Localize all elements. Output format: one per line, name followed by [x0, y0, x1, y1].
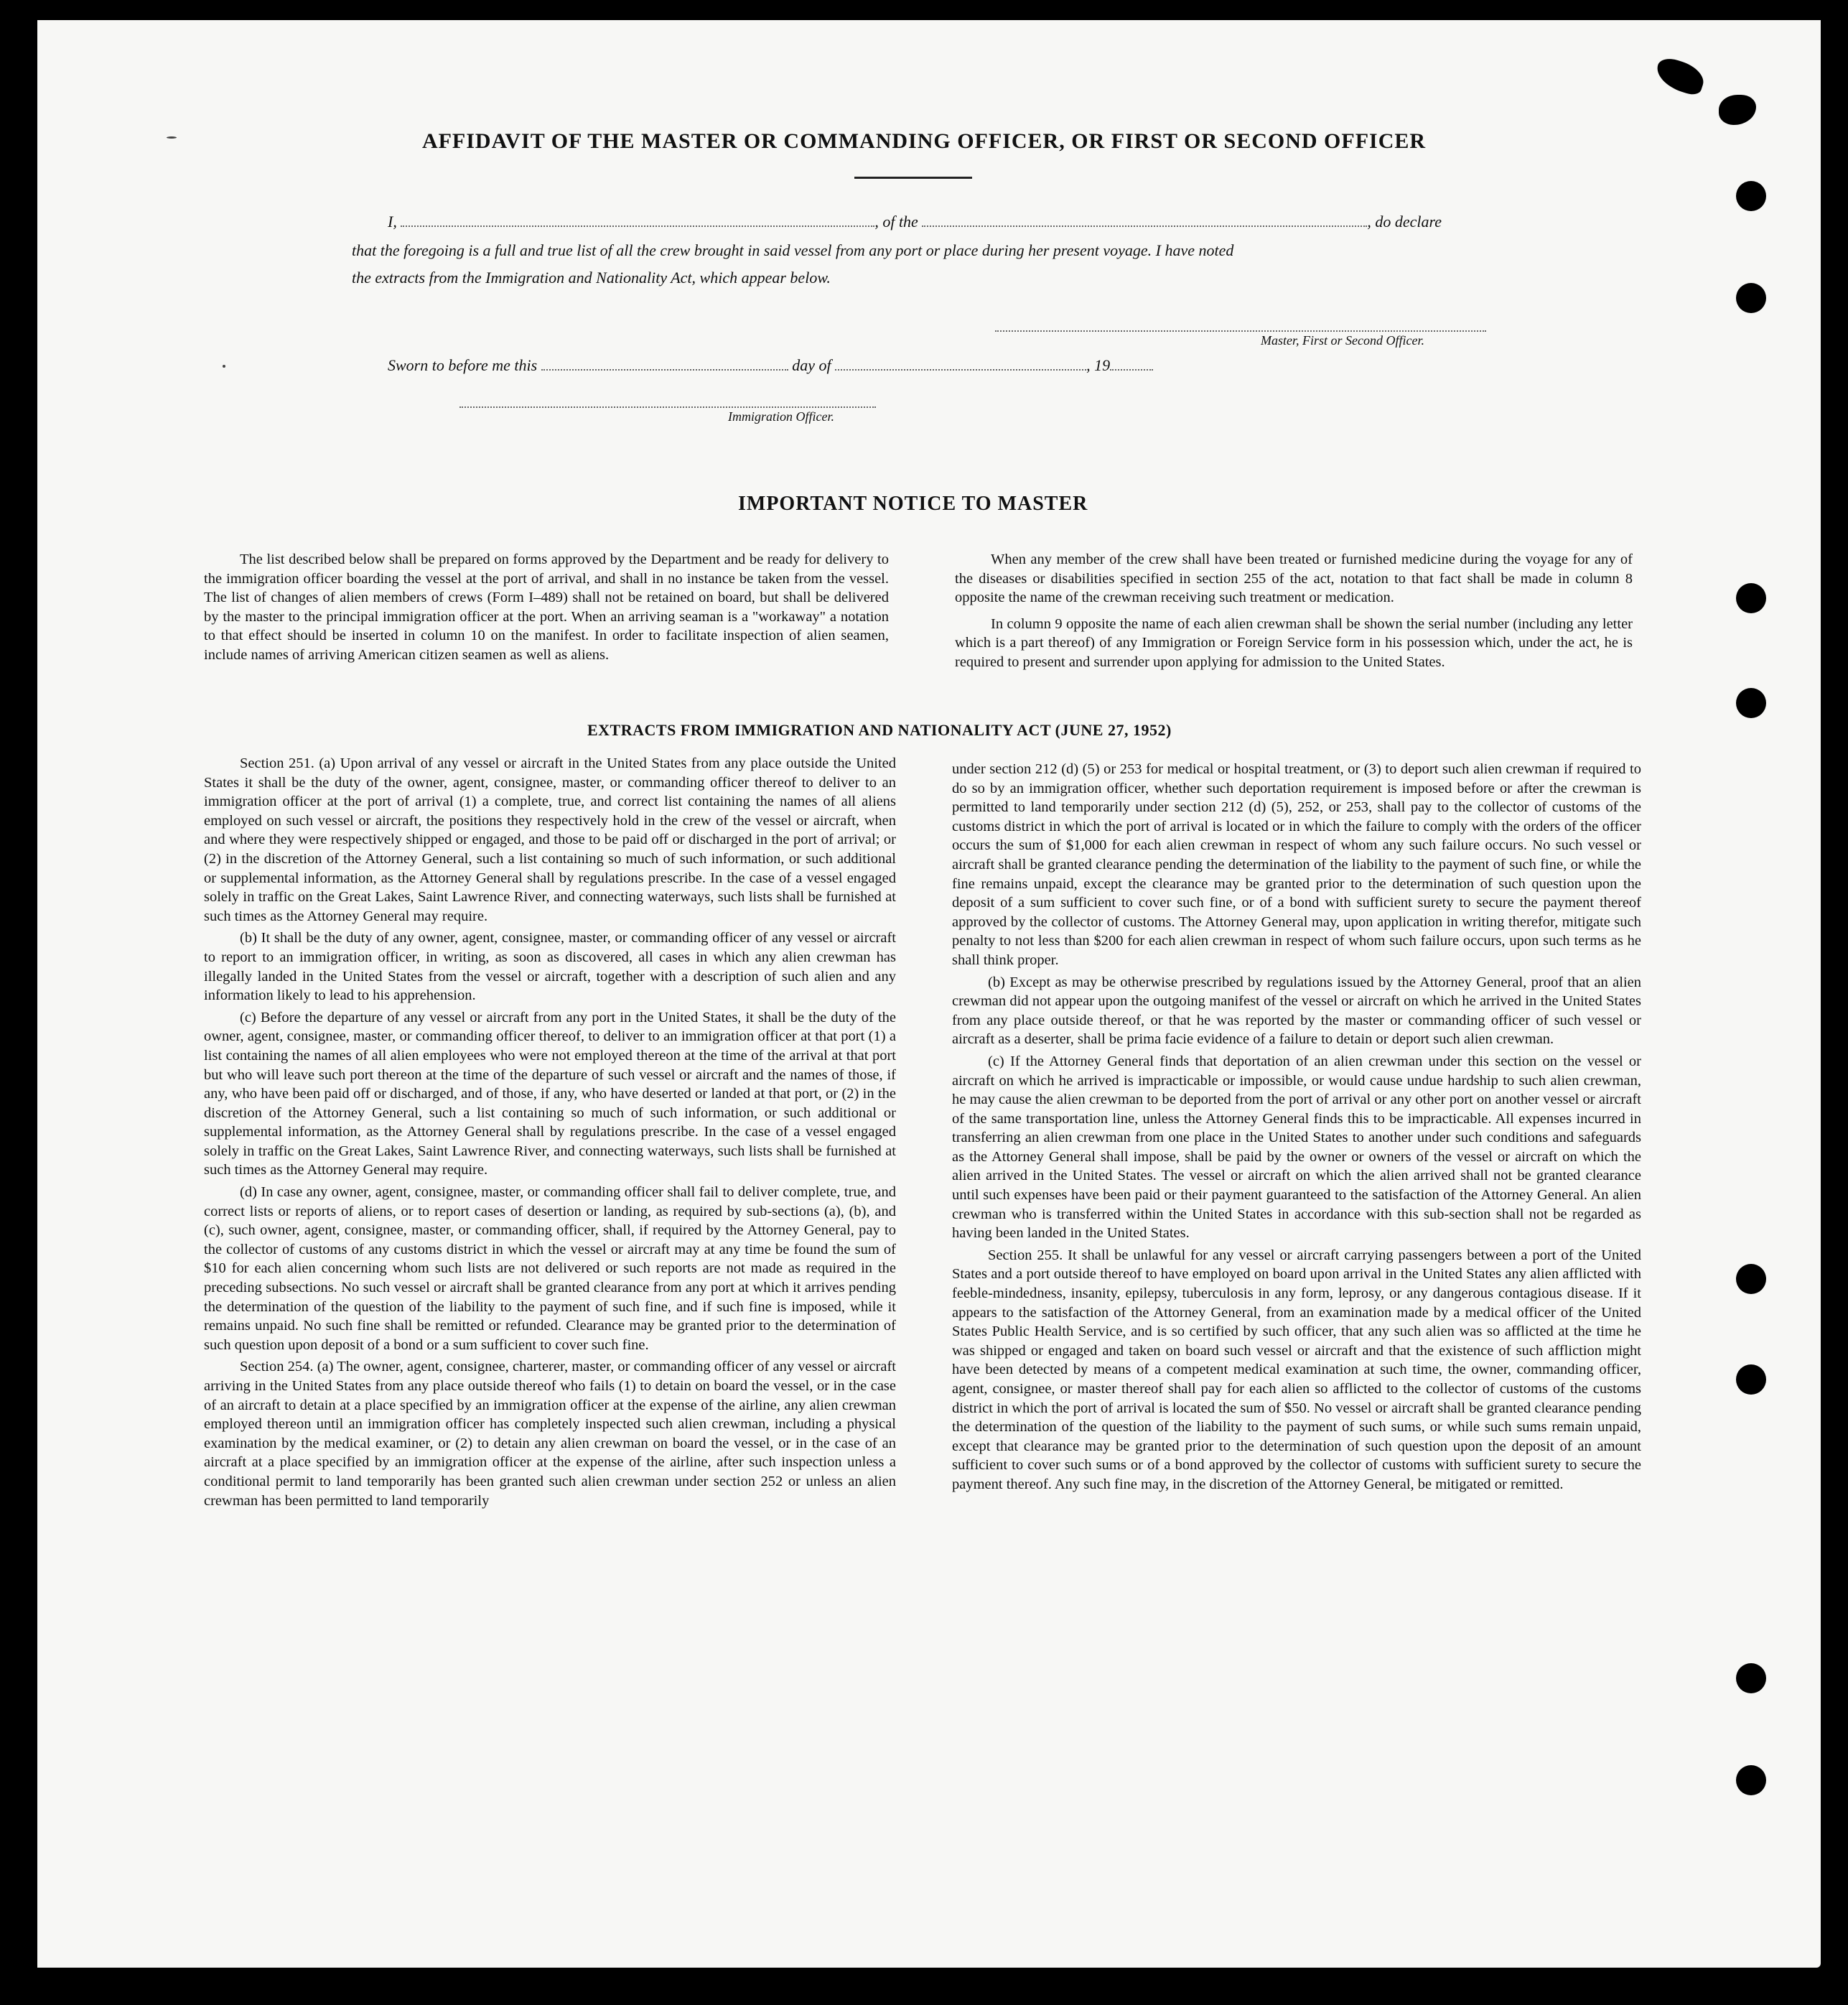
section-251-c: (c) Before the departure of any vessel or aircraft from any port in the United States, it shall be the duty of the owner, agent, consignee, master, or commanding officer thereof, to deliver to an immigration officer at that port (1) a list containing the names of all alien employees who were not employed thereon at the time of the arrival at that port but who will leave such port thereon at the time of the departure of such vessel or aircraft and the names of those, if any, who have been paid off or discharged, and of those, if any, who have deserted or landed at that port, or (2) in the discretion of the Attorney General, such a list containing so much of such information, or such additional or supplemental information, as the Attorney General shall by regulations prescribe. In the case of a vessel engaged solely in traffic on the Great Lakes, Saint Lawrence River, and connecting waterways, such lists shall be furnished at such times as the Attorney General may require. — [204, 1009, 896, 1178]
immigration-officer-label: Immigration Officer. — [728, 409, 834, 424]
punch-hole — [1736, 181, 1766, 211]
master-signature-label: Master, First or Second Officer. — [1261, 333, 1424, 348]
sworn-year-field[interactable] — [1110, 366, 1153, 371]
section-251-a: Section 251. (a) Upon arrival of any vessel or aircraft in the United States from any place outside the United States it shall be the duty of the owner, agent, consignee, master, or commanding officer thereof to deliver to an immigration officer at the port of arrival (1) a complete, true, and correct list containing the names of all aliens employed on such vessel or aircraft, the positions they respectively hold in the crew of the vessel or aircraft, when and where they were respectively shipped or engaged, and those to be paid off or discharged in the port of arrival; or (2) in the discretion of the Attorney General, such a list containing so much of such information, or such additional or supplemental information, as the Attorney General shall by regulations prescribe. In the case of a vessel engaged solely in traffic on the Great Lakes, Saint Lawrence River, and connecting waterways, such lists shall be furnished at such times as the Attorney General may require. — [204, 755, 896, 924]
punch-hole — [1736, 1663, 1766, 1693]
year-label: , 19 — [1086, 356, 1111, 374]
declaration-line — [388, 213, 1442, 231]
punch-hole — [1736, 688, 1766, 718]
punch-hole — [1736, 1765, 1766, 1795]
section-254-b: (b) Except as may be otherwise prescribed by regulations issued by the Attorney General, proof that an alien crewman did not appear upon the outgoing manifest of the vessel or aircraft on which he arrived in the United States from any place outside thereof, or that he was reported by the master or commanding officer of such vessel or aircraft as a deserter, shall be prima facie evidence of a failure to detain or deport such alien crewman. — [952, 974, 1641, 1048]
section-251-d: (d) In case any owner, agent, consignee, master, or commanding officer shall fail to deliver complete, true, and correct lists or reports of aliens, or to report cases of desertion or landing, as required by sub-sections (a), (b), and (c), such owner, agent, consignee, master, or commanding officer, shall, if required by the Attorney General, pay to the collector of customs of any customs district in which the vessel or aircraft may at any time be found the sum of $10 for each alien concerning whom such lists are not delivered or such reports are not made as required in the preceding subsections. No such vessel or aircraft shall be granted clearance from any port at which it arrives pending the determination of the question of the liability to the payment of such fine, and if such fine is imposed, while it remains unpaid. No such fine shall be remitted or refunded. Clearance may be granted prior to the determination of such question upon deposit of a bond or a sum sufficient to cover such fine. — [204, 1184, 896, 1353]
notice-right-paragraph-2: In column 9 opposite the name of each alien crewman shall be shown the serial number (including any letter which is a part thereof) of any Immigration or Foreign Service form in his possession which, under the act, he is required to present and surrender upon applying for admission to the United States. — [955, 615, 1633, 670]
do-declare-label: , do declare — [1367, 213, 1442, 231]
statement-line-2: the extracts from the Immigration and Nationality Act, which appear below. — [352, 269, 831, 287]
sworn-day-field[interactable] — [541, 366, 788, 371]
section-254-a-continued: under section 212 (d) (5) or 253 for medical or hospital treatment, or (3) to deport such alien crewman if required to do so by an immigration officer, whether such deportation requirement is imposed before or after the crewman is permitted to land temporarily under section 212 (d) (5), 252, or 253, shall pay to the collector of customs of the customs district in which the port of arrival is located or in which the failure to comply with the orders of the officer occurs the sum of $1,000 for each alien crewman in respect of whom any such failure occurs. No such vessel or aircraft shall be granted clearance pending the determination of the liability to the payment of such fine, or while the fine remains unpaid, except the clearance may be granted prior to the determination of such question upon the deposit of a sum sufficient to cover such fine, or of a bond with sufficient surety to secure the payment thereof approved by the collector of customs. The Attorney General may, upon application in writing therefor, mitigate such penalty to not less than $200 for each alien crewman in respect of whom such failure occurs, upon such terms as he shall think proper. — [952, 761, 1641, 968]
speck — [223, 365, 225, 368]
statement-line-1: that the foregoing is a full and true list of all the crew brought in said vessel from any port or place during her present voyage. I have noted — [352, 241, 1234, 259]
master-signature-line[interactable] — [995, 330, 1486, 332]
punch-hole — [1736, 1364, 1766, 1395]
extracts-right-column — [952, 760, 1641, 1497]
extracts-heading: EXTRACTS FROM IMMIGRATION AND NATIONALITY ACT (JUNE 27, 1952) — [587, 721, 1172, 739]
vessel-field[interactable] — [922, 223, 1367, 227]
notice-left-column — [204, 550, 889, 668]
title-underline — [854, 177, 972, 179]
immigration-officer-signature-line[interactable] — [459, 406, 876, 408]
name-field[interactable] — [401, 223, 874, 227]
of-the-label: , of the — [874, 213, 918, 231]
i-label: I, — [388, 213, 397, 231]
punch-hole — [1736, 1264, 1766, 1294]
notice-right-column — [955, 550, 1633, 675]
sworn-label: Sworn to before me this — [388, 356, 538, 374]
section-254-a: Section 254. (a) The owner, agent, consignee, charterer, master, or commanding officer of any vessel or aircraft arriving in the United States from any place outside thereof who fails (1) to detain on board the vessel, or in the case of an aircraft to detain at a place specified by an immigration officer at the expense of the airline, any alien crewman employed thereon until an immigration officer has completely inspected such alien crewman, including a physical examination by the medical examiner, or (2) to detain any alien crewman on board the vessel, or in the case of an aircraft at a place specified by an immigration officer at the expense of the airline, after such inspection unless a conditional permit to land temporarily has been granted such alien crewman under section 252 or unless an alien crewman has been permitted to land temporarily — [204, 1359, 896, 1509]
notice-heading: IMPORTANT NOTICE TO MASTER — [738, 493, 1088, 515]
section-255: Section 255. It shall be unlawful for any vessel or aircraft carrying passengers between a port of the United States and a port outside thereof to have employed on board upon arrival in the United States any alien afflicted with feeble-mindedness, insanity, epilepsy, tuberculosis in any form, leprosy, or any dangerous contagious disease. If it appears to the satisfaction of the Attorney General, from an examination made by a medical officer of the United States Public Health Service, and is so certified by such officer, that any such alien was so afflicted at the time he was shipped or engaged and taken on board such vessel or aircraft and that the existence of such affliction might have been detected by means of a competent medical examination at such time, the owner, commanding officer, agent, consignee, or master thereof shall pay for each alien so afflicted to the collector of customs of the customs district in which the port of arrival is located the sum of $50. No vessel or aircraft shall be granted clearance pending the determination of the question of the liability to the payment of such sums, or while such sums remain unpaid, except that clearance may be granted prior to the determination of such question upon the deposit of an amount sufficient to cover such sums or of a bond approved by the collector of customs with sufficient surety to secure the payment thereof. Any such fine may, in the discretion of the Attorney General, be mitigated or remitted. — [952, 1247, 1641, 1492]
punch-hole — [1736, 583, 1766, 613]
notice-left-paragraph: The list described below shall be prepared on forms approved by the Department and be ready for delivery to the immigration officer boarding the vessel at the port of arrival, and shall in no instance be taken from the vessel. The list of changes of alien members of crews (Form I–489) shall not be retained on board, but shall be delivered by the master to the principal immigration officer at the port. When an arriving seaman is a "workaway" a notation to that effect should be inserted in column 10 on the manifest. In order to facilitate inspection of alien seamen, include names of arriving American citizen seamen as well as aliens. — [204, 552, 889, 663]
sworn-month-field[interactable] — [835, 366, 1086, 371]
punch-hole — [1736, 283, 1766, 313]
sworn-line — [388, 356, 1153, 375]
notice-right-paragraph-1: When any member of the crew shall have been treated or furnished medicine during the voyage for any of the diseases or disabilities specified in section 255 of the act, notation to that fact shall be made in column 8 opposite the name of the crewman receiving such treatment or medication. — [955, 552, 1633, 606]
section-254-c: (c) If the Attorney General finds that deportation of an alien crewman under this section on the vessel or aircraft on which he arrived is impracticable or impossible, or would cause undue hardship to such alien crewman, he may cause the alien crewman to be deported from the port of arrival or any other port on another vessel or aircraft of the same transportation line, unless the Attorney General finds this to be impracticable. All expenses incurred in transferring an alien crewman from one place in the United States to another under such conditions and safeguards as the Attorney General shall impose, shall be paid by the owner or owners of the vessel or aircraft on which the alien arrived in the United States. The vessel or aircraft on which the alien arrived shall not be granted clearance until such expenses have been paid or their payment guaranteed to the satisfaction of the Attorney General. An alien crewman who is transferred within the United States in accordance with this sub-section shall not be regarded as having been landed in the United States. — [952, 1053, 1641, 1242]
extracts-left-column — [204, 754, 896, 1513]
affidavit-title: AFFIDAVIT OF THE MASTER OR COMMANDING OFFICER, OR FIRST OR SECOND OFFICER — [421, 129, 1427, 153]
section-251-b: (b) It shall be the duty of any owner, agent, consignee, master, or commanding officer of any vessel or aircraft to report to an immigration officer, in writing, as soon as discovered, all cases in which any alien crewman has illegally landed in the United States from the vessel or aircraft, together with a description of such alien and any information likely to lead to his apprehension. — [204, 930, 896, 1004]
day-of-label: day of — [792, 356, 831, 374]
